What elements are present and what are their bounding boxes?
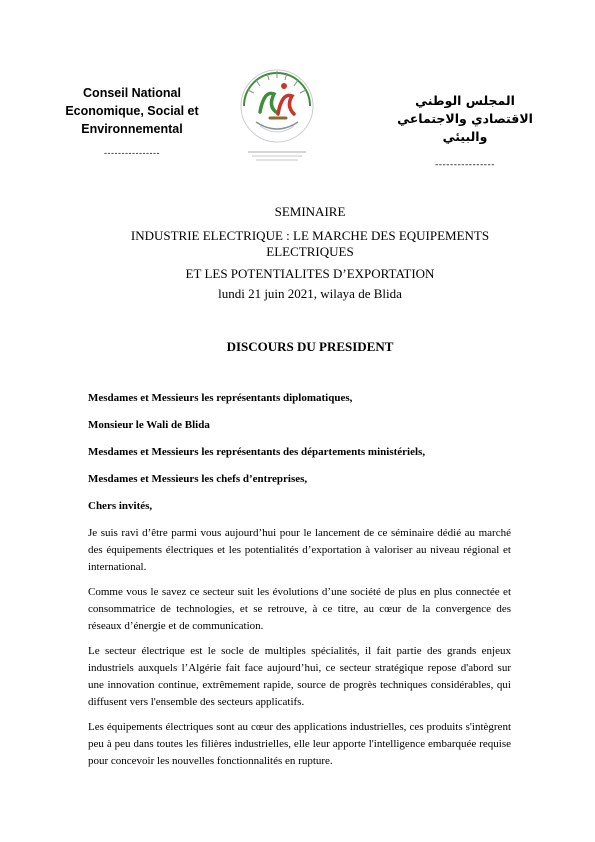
salutation-line: Mesdames et Messieurs les chefs d’entreprises, <box>88 473 308 485</box>
speech-title: DISCOURS DU PRESIDENT <box>226 339 394 354</box>
speech-paragraph: Le secteur électrique est le socle de multiples spécialités, il fait partie des grands enjeux industriels auxquels l’Algérie fait face aujourd’hui, ce secteur stratégique repose d'abord sur une innovation continue, extrêmement rapide, source de progrès techniques considérables, qui diffusent vers l'ensemble des secteurs applicatifs. <box>88 645 511 708</box>
cnese-emblem-icon <box>234 66 320 170</box>
speech-paragraph: Les équipements électriques sont au cœur des applications industrielles, ces produits s'intègrent peu à peu dans toutes les filières industrielles, elle leur apporte l'intelligence embarquée requise pour concevoir les nouvelles fonctionnalités en rupture. <box>88 721 511 767</box>
salutation-line: Chers invités, <box>88 500 153 512</box>
speech-body <box>88 390 511 778</box>
event-title-line2: ET LES POTENTIALITES D’EXPORTATION <box>185 266 435 281</box>
event-type: SEMINAIRE <box>274 204 346 219</box>
speech-paragraph: Je suis ravi d’être parmi vous aujourd’hui pour le lancement de ce séminaire dédié au marché des équipements électriques et les potentialités d’exportation à valoriser au niveau régional et international. <box>88 527 511 573</box>
salutation-line: Mesdames et Messieurs les représentants des départements ministériels, <box>88 446 426 458</box>
header-dashes-left: ---------------- <box>104 148 160 158</box>
salutation-line: Mesdames et Messieurs les représentants diplomatiques, <box>88 392 353 404</box>
event-title-line1: INDUSTRIE ELECTRIQUE : LE MARCHE DES EQUIPEMENTS ELECTRIQUES <box>130 228 490 259</box>
header-dashes-right: ---------------- <box>435 160 495 170</box>
event-title-block <box>100 204 520 302</box>
header-org-french <box>62 84 202 162</box>
salutation-line: Monsieur le Wali de Blida <box>88 419 210 431</box>
org-name-french: Conseil National Economique, Social et Environnemental <box>65 86 199 136</box>
speech-paragraph: Comme vous le savez ce secteur suit les évolutions d’une société de plus en plus connectée et consommatrice de technologies, et se retrouve, à ce titre, au cœur de la convergence des réseaux d’énergie et de communication. <box>88 586 511 632</box>
event-date-place: lundi 21 juin 2021, wilaya de Blida <box>218 286 402 301</box>
org-name-arabic: المجلس الوطني الاقتصادي والاجتماعي والبيئي <box>397 93 533 144</box>
header-org-arabic <box>395 92 535 174</box>
